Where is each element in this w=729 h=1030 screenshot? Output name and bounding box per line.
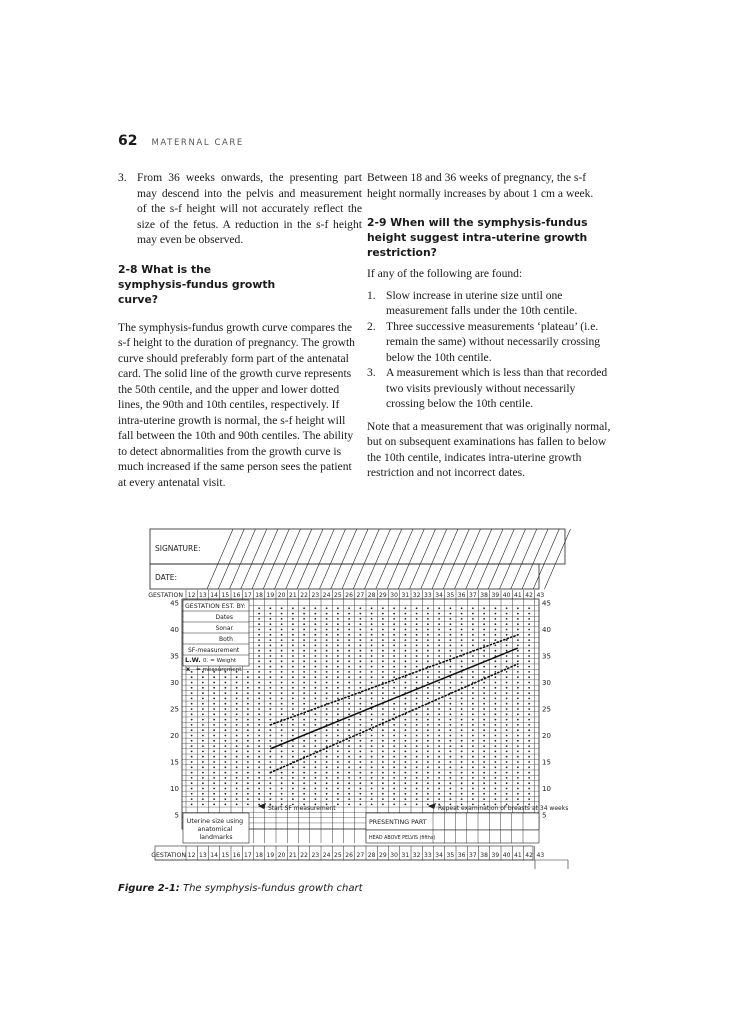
gestation-week-top: 28 (367, 592, 376, 599)
figure-caption (118, 883, 363, 894)
repeat-exam-arrow-icon (428, 803, 436, 809)
gestation-week-bottom: 16 (232, 852, 241, 859)
y-label-right: 25 (542, 705, 551, 714)
gestation-week-top: 17 (244, 592, 252, 599)
gestation-week-bottom: 29 (379, 852, 387, 859)
gestation-week-bottom: 12 (187, 852, 196, 859)
gestation-week-bottom: 21 (289, 852, 297, 859)
running-title: MATERNAL CARE (151, 138, 244, 148)
gestation-week-top: 23 (311, 592, 320, 599)
gestation-week-bottom: 18 (255, 852, 263, 859)
gestation-week-bottom: 33 (424, 852, 432, 859)
gestation-label-top: GESTATION (148, 592, 183, 599)
gestation-week-bottom: 40 (502, 852, 511, 859)
gestation-week-top: 34 (435, 592, 443, 599)
page-number: 62 (118, 133, 138, 149)
gestation-week-bottom: 32 (412, 852, 421, 859)
gestation-week-bottom: 34 (435, 852, 443, 859)
gestation-week-top: 42 (525, 592, 533, 599)
gestation-week-bottom: 14 (210, 852, 218, 859)
gestation-week-bottom: 19 (266, 852, 275, 859)
gestation-week-top: 19 (266, 592, 275, 599)
y-label-left: 25 (170, 705, 179, 714)
gestation-week-top: 25 (334, 592, 342, 599)
gestation-label-bottom: GESTATION (151, 852, 186, 859)
y-label-left: 5 (174, 811, 179, 820)
gestation-week-top: 24 (322, 592, 331, 599)
gestation-week-top: 12 (187, 592, 196, 599)
gestation-week-bottom: 15 (221, 852, 230, 859)
gestation-week-bottom: 17 (244, 852, 252, 859)
y-label-right: 30 (542, 679, 551, 687)
gestation-week-bottom: 26 (345, 852, 353, 859)
gestation-week-top: 15 (221, 592, 230, 599)
gestation-week-top: 43 (536, 592, 545, 599)
list-number: 2. (367, 319, 376, 333)
gestation-week-bottom: 27 (356, 852, 365, 859)
lw-label: L.W. (185, 656, 201, 664)
gestation-week-top: 33 (424, 592, 432, 599)
start-sf-label: Start SF measurement (268, 805, 336, 812)
gestation-week-bottom: 24 (322, 852, 331, 859)
gestation-week-top: 20 (277, 592, 286, 599)
y-label-right: 15 (542, 758, 551, 767)
list-text: Slow increase in uterine size until one measurement falls under the 10th centile. (386, 288, 578, 317)
gestation-week-bottom: 28 (367, 852, 376, 859)
centile-line-50th (270, 648, 518, 749)
gestation-week-top: 39 (491, 592, 500, 599)
y-label-left: 40 (170, 626, 179, 634)
weight-key: 0. = Weight (203, 658, 237, 664)
y-label-left: 10 (170, 785, 179, 793)
gestation-week-top: 27 (356, 592, 365, 599)
gestation-week-top: 31 (401, 592, 410, 599)
section-2-8-body: The symphysis-fundus growth curve compares the s-f height to the duration of pregnancy. The growth curve should preferably form part of the antenatal card. The solid line of the growth curve represents the 50th centile, and the upper and lower dotted lines, the 90th and 10th centiles, respectively. If intra-uterine growth is normal, the s-f height will fall between the 10th and 90th centiles. The ability to detect abnormalities from the growth curve is much increased if the same person sees the patient at every antenatal visit. (118, 320, 355, 489)
section-heading-2-8: 2-8 What is the symphysis-fundus growth curve? (118, 262, 276, 306)
gestation-week-top: 36 (457, 592, 466, 599)
gestation-week-top: 26 (345, 592, 353, 599)
gestation-week-bottom: 22 (300, 852, 308, 859)
gestation-week-bottom: 43 (536, 852, 545, 859)
y-label-left: 15 (170, 758, 179, 767)
gestation-est-label: GESTATION EST. BY: (185, 603, 246, 610)
gestation-week-bottom: 23 (311, 852, 320, 859)
method-sonar: Sonar (215, 625, 233, 632)
gestation-week-top: 22 (300, 592, 308, 599)
gestation-week-top: 18 (255, 592, 263, 599)
y-label-left: 30 (170, 679, 179, 687)
gestation-week-top: 14 (210, 592, 218, 599)
gestation-week-bottom: 42 (525, 852, 533, 859)
gestation-week-bottom: 13 (199, 852, 207, 859)
list-number: 3. (367, 366, 376, 379)
gestation-week-top: 37 (469, 592, 477, 599)
gestation-week-top: 21 (289, 592, 297, 599)
gestation-week-top: 35 (446, 592, 455, 599)
list-text: A measurement which is less than that recorded two visits previously without necessarily crossing below the 10th centile. (386, 366, 608, 410)
uterine-size-label: Uterine size using anatomical landmarks (186, 818, 244, 841)
y-label-right: 40 (542, 626, 551, 634)
list-number: 1. (367, 288, 376, 302)
y-label-left: 35 (170, 652, 179, 661)
repeat-exam-label: Repeat examination of breasts at 34 weeks (438, 805, 569, 812)
date-label: DATE: (155, 573, 178, 582)
gestation-week-top: 29 (379, 592, 387, 599)
signature-row (150, 529, 565, 564)
x-key-symbol: x (186, 665, 191, 673)
y-label-left: 45 (170, 599, 179, 608)
signature-diagonals (207, 529, 571, 589)
method-both: Both (219, 636, 233, 643)
method-dates: Dates (215, 614, 233, 621)
figure-label: Figure 2-1: (118, 883, 180, 894)
gestation-week-top: 41 (514, 592, 522, 599)
gestation-week-bottom: 39 (491, 852, 500, 859)
measurement-key: = measurement (196, 667, 242, 673)
head-above-pelvis-label: HEAD ABOVE PELVIS (fifths) (369, 836, 436, 841)
gestation-weeks-bottom (186, 846, 544, 860)
gestation-week-top: 13 (199, 592, 207, 599)
figure-title: The symphysis-fundus growth chart (182, 883, 363, 894)
gestation-week-bottom: 25 (334, 852, 342, 859)
gestation-week-top: 40 (502, 592, 511, 599)
y-label-right: 10 (542, 785, 551, 793)
list-text: Three successive measurements ‘plateau’ (i.e. remain the same) without necessarily crossing below the 10th centile. (386, 319, 601, 364)
gestation-week-top: 38 (480, 592, 488, 599)
y-label-right: 5 (542, 811, 547, 820)
gestation-week-bottom: 30 (390, 852, 398, 859)
gestation-week-top: 16 (232, 592, 241, 599)
gestation-week-bottom: 37 (469, 852, 477, 859)
gestation-week-bottom: 41 (514, 852, 522, 859)
y-label-right: 35 (542, 652, 551, 661)
gestation-week-bottom: 31 (401, 852, 410, 859)
growth-rate-paragraph: Between 18 and 36 weeks of pregnancy, the s-f height normally increases by about 1 cm a week. (367, 171, 594, 200)
gestation-week-bottom: 35 (446, 852, 455, 859)
section-heading-2-9: 2-9 When will the symphysis-fundus height suggest intra-uterine growth restriction? (367, 216, 588, 259)
y-label-left: 20 (170, 732, 179, 740)
gestation-weeks-top (186, 590, 544, 599)
sf-measurement-label: SF-measurement (188, 647, 240, 654)
gestation-week-bottom: 20 (277, 852, 286, 859)
gestation-week-top: 30 (390, 592, 398, 599)
gestation-week-top: 32 (412, 592, 421, 599)
y-label-right: 45 (542, 599, 551, 608)
list-text: From 36 weeks onwards, the presenting part may descend into the pelvis and measurement of the s-f height will not accurately reflect the size of the fetus. A reduction in the s-f height may even be observed. (137, 171, 362, 246)
presenting-part-label: PRESENTING PART (369, 819, 427, 826)
gestation-week-bottom: 38 (480, 852, 488, 859)
signature-label: SIGNATURE: (155, 544, 201, 553)
y-label-right: 20 (542, 732, 551, 740)
note-paragraph: Note that a measurement that was originally normal, but on subsequent examinations has fallen to below the 10th centile, indicates intra-uterine growth restriction and not incorrect dates. (367, 419, 611, 479)
lead-in-text: If any of the following are found: (367, 267, 523, 280)
list-number: 3. (118, 171, 127, 184)
gestation-week-bottom: 36 (457, 852, 466, 859)
